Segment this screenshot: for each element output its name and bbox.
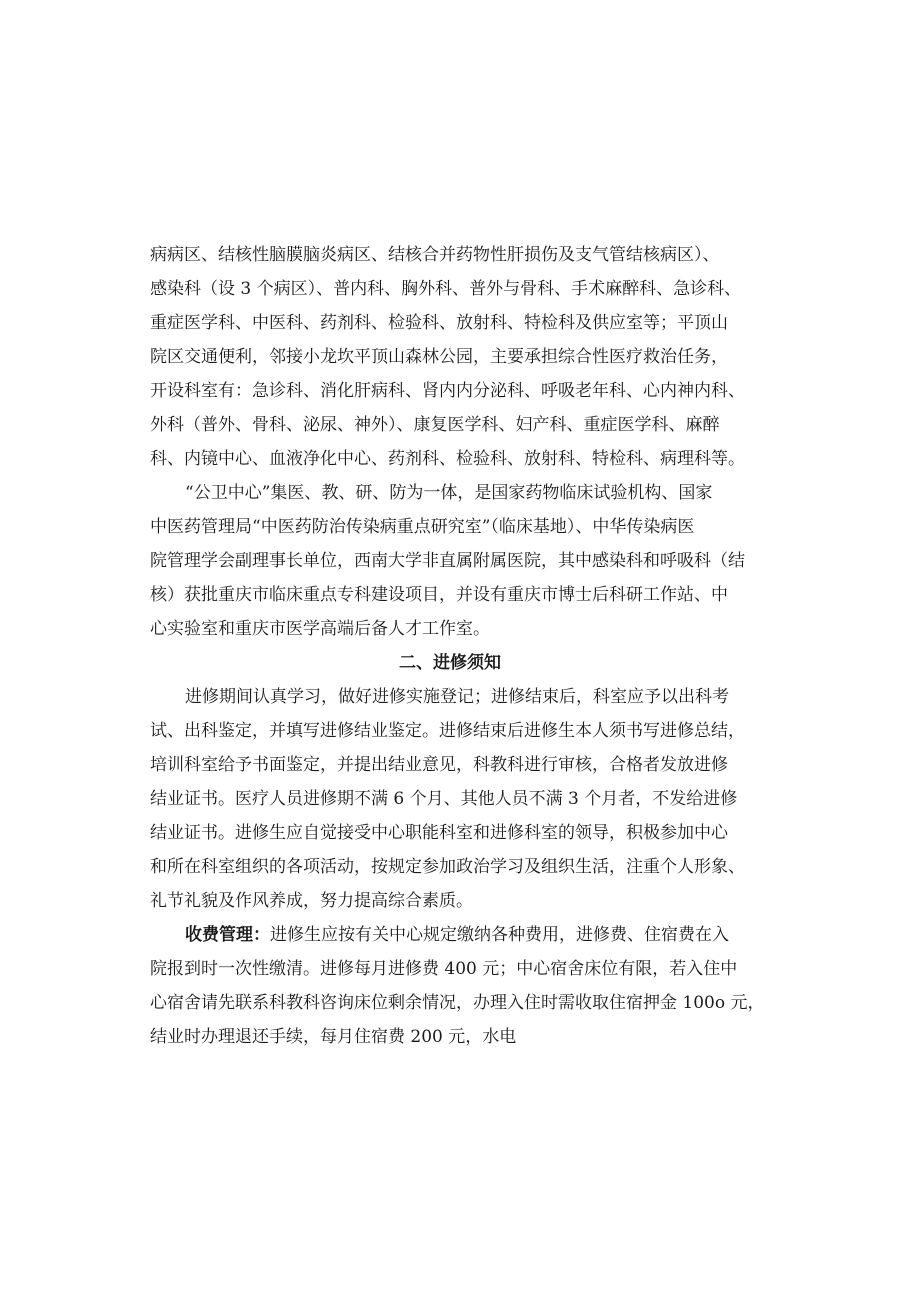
text-line: 进修期间认真学习，做好进修实施登记；进修结束后，科室应予以出科考 xyxy=(185,687,729,707)
text-line: 感染科（设 3 个病区）、普内科、胸外科、普外与骨科、手术麻醉科、急诊科、 xyxy=(150,279,742,299)
section-heading: 二、进修须知 xyxy=(399,653,501,673)
text-line: 心宿舍请先联系科教科咨询床位剩余情况，办理入住时需收取住宿押金 100o 元， xyxy=(150,993,765,1013)
fee-management-label: 收费管理： xyxy=(185,925,270,945)
text-line: 结业证书。医疗人员进修期不满 6 个月、其他人员不满 3 个月者，不发给进修 xyxy=(150,789,738,809)
center-overview-paragraph xyxy=(150,476,750,646)
text-line: 心实验室和重庆市医学高端后备人才工作室。 xyxy=(150,619,490,639)
training-notes-paragraph xyxy=(150,680,750,918)
text-line: 院管理学会副理事长单位，西南大学非直属附属医院，其中感染科和呼吸科（结 xyxy=(150,551,745,571)
text-line: 外科（普外、骨科、泌尿、神外）、康复医学科、妇产科、重症医学科、麻醉 xyxy=(150,415,720,435)
text-line: 重症医学科、中医科、药剂科、检验科、放射科、特检科及供应室等；平顶山 xyxy=(150,313,728,333)
fee-management-paragraph xyxy=(150,918,765,1054)
text-line: 中医药管理局“中医药防治传染病重点研究室”（临床基地）、中华传染病医 xyxy=(150,517,695,537)
text-line: 病病区、结核性脑膜脑炎病区、结核合并药物性肝损伤及支气管结核病区）、 xyxy=(150,245,720,265)
text-line: 和所在科室组织的各项活动，按规定参加政治学习及组织生活，注重个人形象、 xyxy=(150,857,745,877)
text-line: 结业证书。进修生应自觉接受中心职能科室和进修科室的领导，积极参加中心 xyxy=(150,823,728,843)
text-line: 结业时办理退还手续，每月住宿费 200 元，水电 xyxy=(150,1027,517,1047)
text-line: 院区交通便利，邻接小龙坎平顶山森林公园，主要承担综合性医疗救治任务， xyxy=(150,347,728,367)
fee-first-line-text: 进修生应按有关中心规定缴纳各种费用，进修费、住宿费在入 xyxy=(270,925,729,945)
text-line: 试、出科鉴定，并填写进修结业鉴定。进修结束后进修生本人须书写进修总结， xyxy=(150,721,745,741)
fee-first-line xyxy=(150,918,750,952)
text-line: 核）获批重庆市临床重点专科建设项目，并设有重庆市博士后科研工作站、中 xyxy=(150,585,728,605)
hospital-departments-paragraph xyxy=(150,238,750,476)
text-line: 院报到时一次性缴清。进修每月进修费 400 元；中心宿舍床位有限，若入住中 xyxy=(150,959,738,979)
document-page xyxy=(150,238,765,1054)
text-line: “公卫中心”集医、教、研、防为一体，是国家药物临床试验机构、国家 xyxy=(185,483,713,503)
text-line: 开设科室有：急诊科、消化肝病科、肾内内分泌科、呼吸老年科、心内神内科、 xyxy=(150,381,745,401)
text-line: 科、内镜中心、血液净化中心、药剂科、检验科、放射科、特检科、病理科等。 xyxy=(150,449,745,469)
text-line: 培训科室给予书面鉴定，并提出结业意见，科教科进行审核，合格者发放进修 xyxy=(150,755,728,775)
text-line: 礼节礼貌及作风养成，努力提高综合素质。 xyxy=(150,891,473,911)
